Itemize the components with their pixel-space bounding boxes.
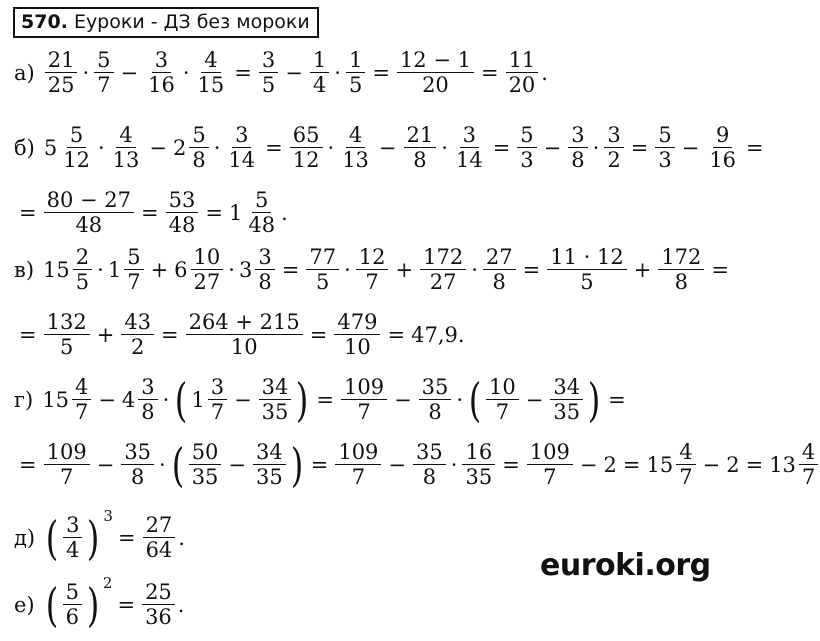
denominator: 7	[210, 400, 225, 424]
fraction	[94, 48, 113, 97]
fraction	[568, 123, 587, 172]
solution-line	[14, 437, 820, 492]
numerator: 3	[208, 375, 227, 400]
fraction	[189, 123, 208, 172]
operator: =	[19, 200, 37, 225]
parenthesis: (	[45, 577, 58, 632]
fraction	[655, 123, 674, 172]
numerator: 3	[152, 48, 171, 73]
numerator: 10	[486, 375, 519, 400]
fraction	[506, 48, 539, 97]
denominator: 12	[63, 148, 90, 172]
parenthesis: (	[45, 510, 59, 565]
denominator: 36	[145, 605, 172, 629]
operator: =	[265, 135, 283, 160]
numerator: 4	[116, 123, 135, 148]
parenthesis: )	[86, 577, 100, 632]
fraction	[706, 123, 739, 172]
operator: =	[309, 322, 328, 347]
denominator: 2	[130, 335, 145, 359]
operator: =	[117, 592, 136, 617]
denominator: 35	[256, 465, 283, 489]
numerator: 172	[420, 245, 466, 270]
denominator: 7	[357, 400, 371, 424]
numerator: 5	[63, 580, 82, 605]
math-text: .	[541, 60, 548, 85]
operator: −	[543, 135, 562, 160]
fraction	[799, 440, 818, 489]
fraction	[290, 123, 323, 172]
fraction	[483, 245, 516, 294]
denominator: 10	[344, 335, 371, 359]
numerator: 264 + 215	[186, 310, 303, 335]
fraction	[145, 48, 178, 97]
operator: −	[394, 387, 412, 412]
numerator: 5	[517, 123, 536, 148]
denominator: 7	[495, 400, 510, 424]
denominator: 7	[351, 465, 366, 489]
fraction	[676, 440, 695, 489]
fraction	[45, 48, 78, 97]
numerator: 10	[191, 245, 224, 270]
fraction	[73, 245, 92, 294]
numerator: 4	[72, 375, 91, 400]
solution-line	[14, 310, 466, 359]
fraction	[486, 375, 519, 424]
item-label: г)	[14, 387, 34, 412]
multiply-dot: ·	[97, 135, 105, 160]
denominator: 7	[801, 465, 816, 489]
operator: −	[98, 387, 116, 412]
denominator: 8	[571, 148, 585, 172]
operator: =	[316, 387, 334, 412]
operator: −	[681, 135, 700, 160]
parenthesis: )	[87, 510, 100, 565]
math-text: 2	[726, 452, 740, 477]
math-text: 4	[121, 387, 136, 412]
multiply-dot: ·	[334, 60, 341, 85]
denominator: 5	[75, 270, 90, 294]
math-text: .	[178, 525, 185, 550]
fraction	[310, 48, 329, 97]
fraction	[253, 440, 286, 489]
exponent: 2	[102, 573, 113, 592]
fraction	[517, 123, 536, 172]
fraction	[259, 48, 278, 97]
fraction	[346, 48, 365, 97]
numerator: 34	[259, 375, 292, 400]
denominator: 12	[292, 148, 320, 172]
math-text: 15	[43, 257, 70, 282]
denominator: 13	[342, 148, 369, 172]
solution-line	[14, 188, 289, 237]
multiply-dot: ·	[450, 452, 458, 477]
numerator: 5	[67, 123, 86, 148]
item-label: в)	[14, 257, 35, 282]
fraction	[195, 48, 228, 97]
operator: +	[150, 257, 169, 282]
operator: =	[608, 387, 626, 412]
operator: =	[141, 200, 159, 225]
denominator: 35	[553, 400, 581, 424]
denominator: 3	[520, 148, 534, 172]
task-header	[13, 7, 319, 38]
numerator: 1	[346, 48, 365, 73]
parenthesis: (	[175, 372, 188, 427]
numerator: 9	[713, 123, 732, 148]
fraction	[121, 440, 154, 489]
fraction	[208, 375, 227, 424]
denominator: 27	[429, 270, 457, 294]
math-text: 15	[646, 452, 674, 477]
math-text: 3	[238, 257, 253, 282]
operator: +	[633, 257, 652, 282]
fraction	[255, 245, 274, 294]
solution-line	[14, 372, 631, 427]
fraction	[143, 513, 176, 562]
fraction	[110, 123, 143, 172]
operator: −	[525, 387, 544, 412]
numerator: 4	[346, 123, 365, 148]
fraction	[191, 245, 224, 294]
euroki-logo: euroki.org	[540, 548, 711, 583]
numerator: 4	[676, 440, 695, 465]
denominator: 5	[348, 73, 363, 97]
math-text: 2	[172, 135, 187, 160]
fraction	[462, 440, 495, 489]
operator: =	[630, 135, 649, 160]
fraction	[225, 123, 258, 172]
denominator: 7	[679, 465, 693, 489]
operator: −	[228, 452, 247, 477]
multiply-dot: ·	[97, 257, 104, 282]
fraction	[166, 188, 199, 237]
denominator: 10	[230, 335, 258, 359]
numerator: 35	[413, 440, 446, 465]
fraction	[186, 310, 303, 359]
operator: =	[281, 257, 300, 282]
denominator: 48	[168, 213, 196, 237]
fraction	[397, 48, 474, 97]
denominator: 8	[141, 400, 155, 424]
fraction	[63, 513, 82, 562]
numerator: 34	[550, 375, 583, 400]
multiply-dot: ·	[162, 387, 170, 412]
fraction	[44, 188, 134, 237]
operator: =	[492, 135, 511, 160]
solution-line	[14, 123, 769, 172]
operator: −	[149, 135, 167, 160]
fraction	[527, 440, 573, 489]
numerator: 3	[138, 375, 157, 400]
operator: =	[372, 60, 390, 85]
numerator: 479	[334, 310, 380, 335]
denominator: 48	[75, 213, 103, 237]
item-label: е)	[14, 592, 35, 617]
numerator: 5	[94, 48, 113, 73]
multiply-dot: ·	[456, 387, 464, 412]
math-text: 6	[174, 257, 188, 282]
denominator: 8	[674, 270, 689, 294]
fraction	[306, 245, 339, 294]
denominator: 25	[47, 73, 75, 97]
numerator: 132	[44, 310, 90, 335]
denominator: 14	[455, 148, 483, 172]
numerator: 3	[460, 123, 479, 148]
numerator: 2	[73, 245, 92, 270]
operator: −	[234, 387, 252, 412]
denominator: 3	[658, 148, 672, 172]
numerator: 5	[252, 188, 271, 213]
numerator: 3	[259, 48, 278, 73]
denominator: 8	[130, 465, 145, 489]
numerator: 11	[506, 48, 539, 73]
task-number: 570.	[21, 11, 68, 33]
fraction	[420, 245, 466, 294]
denominator: 35	[465, 465, 493, 489]
numerator: 27	[143, 513, 176, 538]
operator: =	[746, 135, 764, 160]
numerator: 109	[44, 440, 90, 465]
numerator: 12 − 1	[397, 48, 474, 73]
denominator: 8	[492, 270, 506, 294]
operator: =	[622, 452, 641, 477]
numerator: 172	[658, 245, 704, 270]
denominator: 35	[191, 465, 219, 489]
numerator: 34	[253, 440, 286, 465]
parenthesis: (	[468, 372, 482, 427]
denominator: 13	[112, 148, 140, 172]
denominator: 15	[197, 73, 225, 97]
denominator: 7	[59, 465, 74, 489]
fraction	[453, 123, 486, 172]
solution-line	[14, 48, 549, 97]
multiply-dot: ·	[182, 60, 190, 85]
operator: −	[96, 452, 115, 477]
denominator: 27	[193, 270, 221, 294]
numerator: 109	[341, 375, 387, 400]
operator: =	[711, 257, 730, 282]
operator: =	[205, 200, 223, 225]
numerator: 35	[419, 375, 452, 400]
parenthesis: )	[587, 372, 601, 427]
operator: −	[579, 452, 598, 477]
math-text: 1	[191, 387, 205, 412]
fraction	[341, 375, 387, 424]
denominator: 8	[428, 400, 442, 424]
numerator: 3	[255, 245, 274, 270]
multiply-dot: ·	[592, 135, 600, 160]
math-text: 5	[43, 135, 58, 160]
solution-line	[14, 245, 734, 294]
task-title: Еуроки - ДЗ без мороки	[73, 11, 310, 33]
numerator: 80 − 27	[44, 188, 134, 213]
fraction	[72, 375, 91, 424]
math-text: 13	[769, 452, 796, 477]
solution-line	[14, 506, 186, 565]
fraction	[547, 245, 626, 294]
fraction	[404, 123, 437, 172]
item-label: б)	[14, 135, 35, 160]
numerator: 21	[404, 123, 437, 148]
operator: =	[117, 525, 136, 550]
operator: =	[19, 452, 37, 477]
operator: =	[480, 60, 499, 85]
parenthesis: )	[290, 437, 304, 492]
denominator: 8	[413, 148, 427, 172]
multiply-dot: ·	[228, 257, 235, 282]
fraction	[189, 440, 222, 489]
fraction	[60, 123, 93, 172]
operator: =	[387, 322, 406, 347]
denominator: 16	[148, 73, 175, 97]
fraction	[142, 580, 175, 629]
operator: =	[19, 322, 37, 347]
fraction	[419, 375, 452, 424]
denominator: 5	[59, 335, 74, 359]
fraction	[44, 310, 90, 359]
multiply-dot: ·	[344, 257, 351, 282]
fraction	[44, 440, 90, 489]
numerator: 50	[189, 440, 222, 465]
fraction	[658, 245, 704, 294]
math-text: 15	[42, 387, 69, 412]
denominator: 48	[248, 213, 276, 237]
operator: −	[120, 60, 139, 85]
fraction	[124, 245, 143, 294]
item-label: а)	[14, 60, 35, 85]
numerator: 3	[232, 123, 251, 148]
exponent: 3	[103, 506, 113, 525]
numerator: 4	[799, 440, 818, 465]
denominator: 8	[422, 465, 437, 489]
fraction	[413, 440, 446, 489]
multiply-dot: ·	[471, 257, 478, 282]
denominator: 7	[543, 465, 557, 489]
denominator: 8	[258, 270, 272, 294]
multiply-dot: ·	[82, 60, 90, 85]
fraction	[339, 123, 372, 172]
operator: −	[285, 60, 303, 85]
operator: +	[96, 322, 115, 347]
operator: =	[502, 452, 520, 477]
denominator: 20	[422, 73, 449, 97]
numerator: 16	[462, 440, 495, 465]
operator: −	[388, 452, 407, 477]
math-text: 1	[228, 200, 243, 225]
numerator: 12	[356, 245, 389, 270]
numerator: 109	[527, 440, 573, 465]
denominator: 7	[74, 400, 89, 424]
denominator: 35	[261, 400, 289, 424]
denominator: 14	[228, 148, 256, 172]
denominator: 7	[127, 270, 141, 294]
numerator: 5	[189, 123, 208, 148]
numerator: 3	[604, 123, 623, 148]
numerator: 5	[124, 245, 143, 270]
denominator: 7	[97, 73, 111, 97]
denominator: 20	[508, 73, 536, 97]
fraction	[550, 375, 583, 424]
denominator: 5	[316, 270, 330, 294]
denominator: 6	[65, 605, 79, 629]
operator: =	[310, 452, 329, 477]
multiply-dot: ·	[441, 135, 448, 160]
fraction	[245, 188, 278, 237]
math-text: 2	[603, 452, 617, 477]
fraction	[259, 375, 292, 424]
numerator: 5	[655, 123, 674, 148]
operator: −	[702, 452, 721, 477]
numerator: 1	[310, 48, 329, 73]
denominator: 16	[709, 148, 737, 172]
item-label: д)	[14, 525, 36, 550]
numerator: 25	[142, 580, 175, 605]
denominator: 5	[580, 270, 594, 294]
multiply-dot: ·	[159, 452, 166, 477]
denominator: 5	[261, 73, 276, 97]
multiply-dot: ·	[327, 135, 335, 160]
operator: =	[234, 60, 252, 85]
operator: =	[745, 452, 764, 477]
fraction	[121, 310, 154, 359]
denominator: 7	[365, 270, 379, 294]
numerator: 53	[166, 188, 199, 213]
numerator: 77	[306, 245, 339, 270]
math-text: 47,9.	[411, 322, 465, 347]
denominator: 64	[145, 538, 173, 562]
math-text: .	[281, 200, 288, 225]
math-text: 1	[107, 257, 122, 282]
numerator: 3	[568, 123, 587, 148]
solution-line	[14, 573, 185, 632]
numerator: 43	[121, 310, 154, 335]
math-text: .	[177, 592, 185, 617]
numerator: 65	[290, 123, 323, 148]
numerator: 3	[63, 513, 82, 538]
fraction	[335, 440, 381, 489]
numerator: 35	[121, 440, 154, 465]
numerator: 4	[201, 48, 220, 73]
denominator: 2	[607, 148, 621, 172]
numerator: 21	[45, 48, 78, 73]
denominator: 4	[66, 538, 80, 562]
parenthesis: (	[171, 437, 184, 492]
multiply-dot: ·	[213, 135, 221, 160]
fraction	[138, 375, 157, 424]
numerator: 27	[483, 245, 516, 270]
numerator: 11 · 12	[547, 245, 626, 270]
operator: −	[378, 135, 397, 160]
denominator: 8	[192, 148, 206, 172]
parenthesis: )	[296, 372, 309, 427]
fraction	[63, 580, 82, 629]
operator: +	[395, 257, 414, 282]
operator: =	[161, 322, 179, 347]
fraction	[604, 123, 623, 172]
numerator: 109	[335, 440, 381, 465]
denominator: 4	[312, 73, 327, 97]
fraction	[356, 245, 389, 294]
operator: =	[522, 257, 541, 282]
fraction	[334, 310, 380, 359]
